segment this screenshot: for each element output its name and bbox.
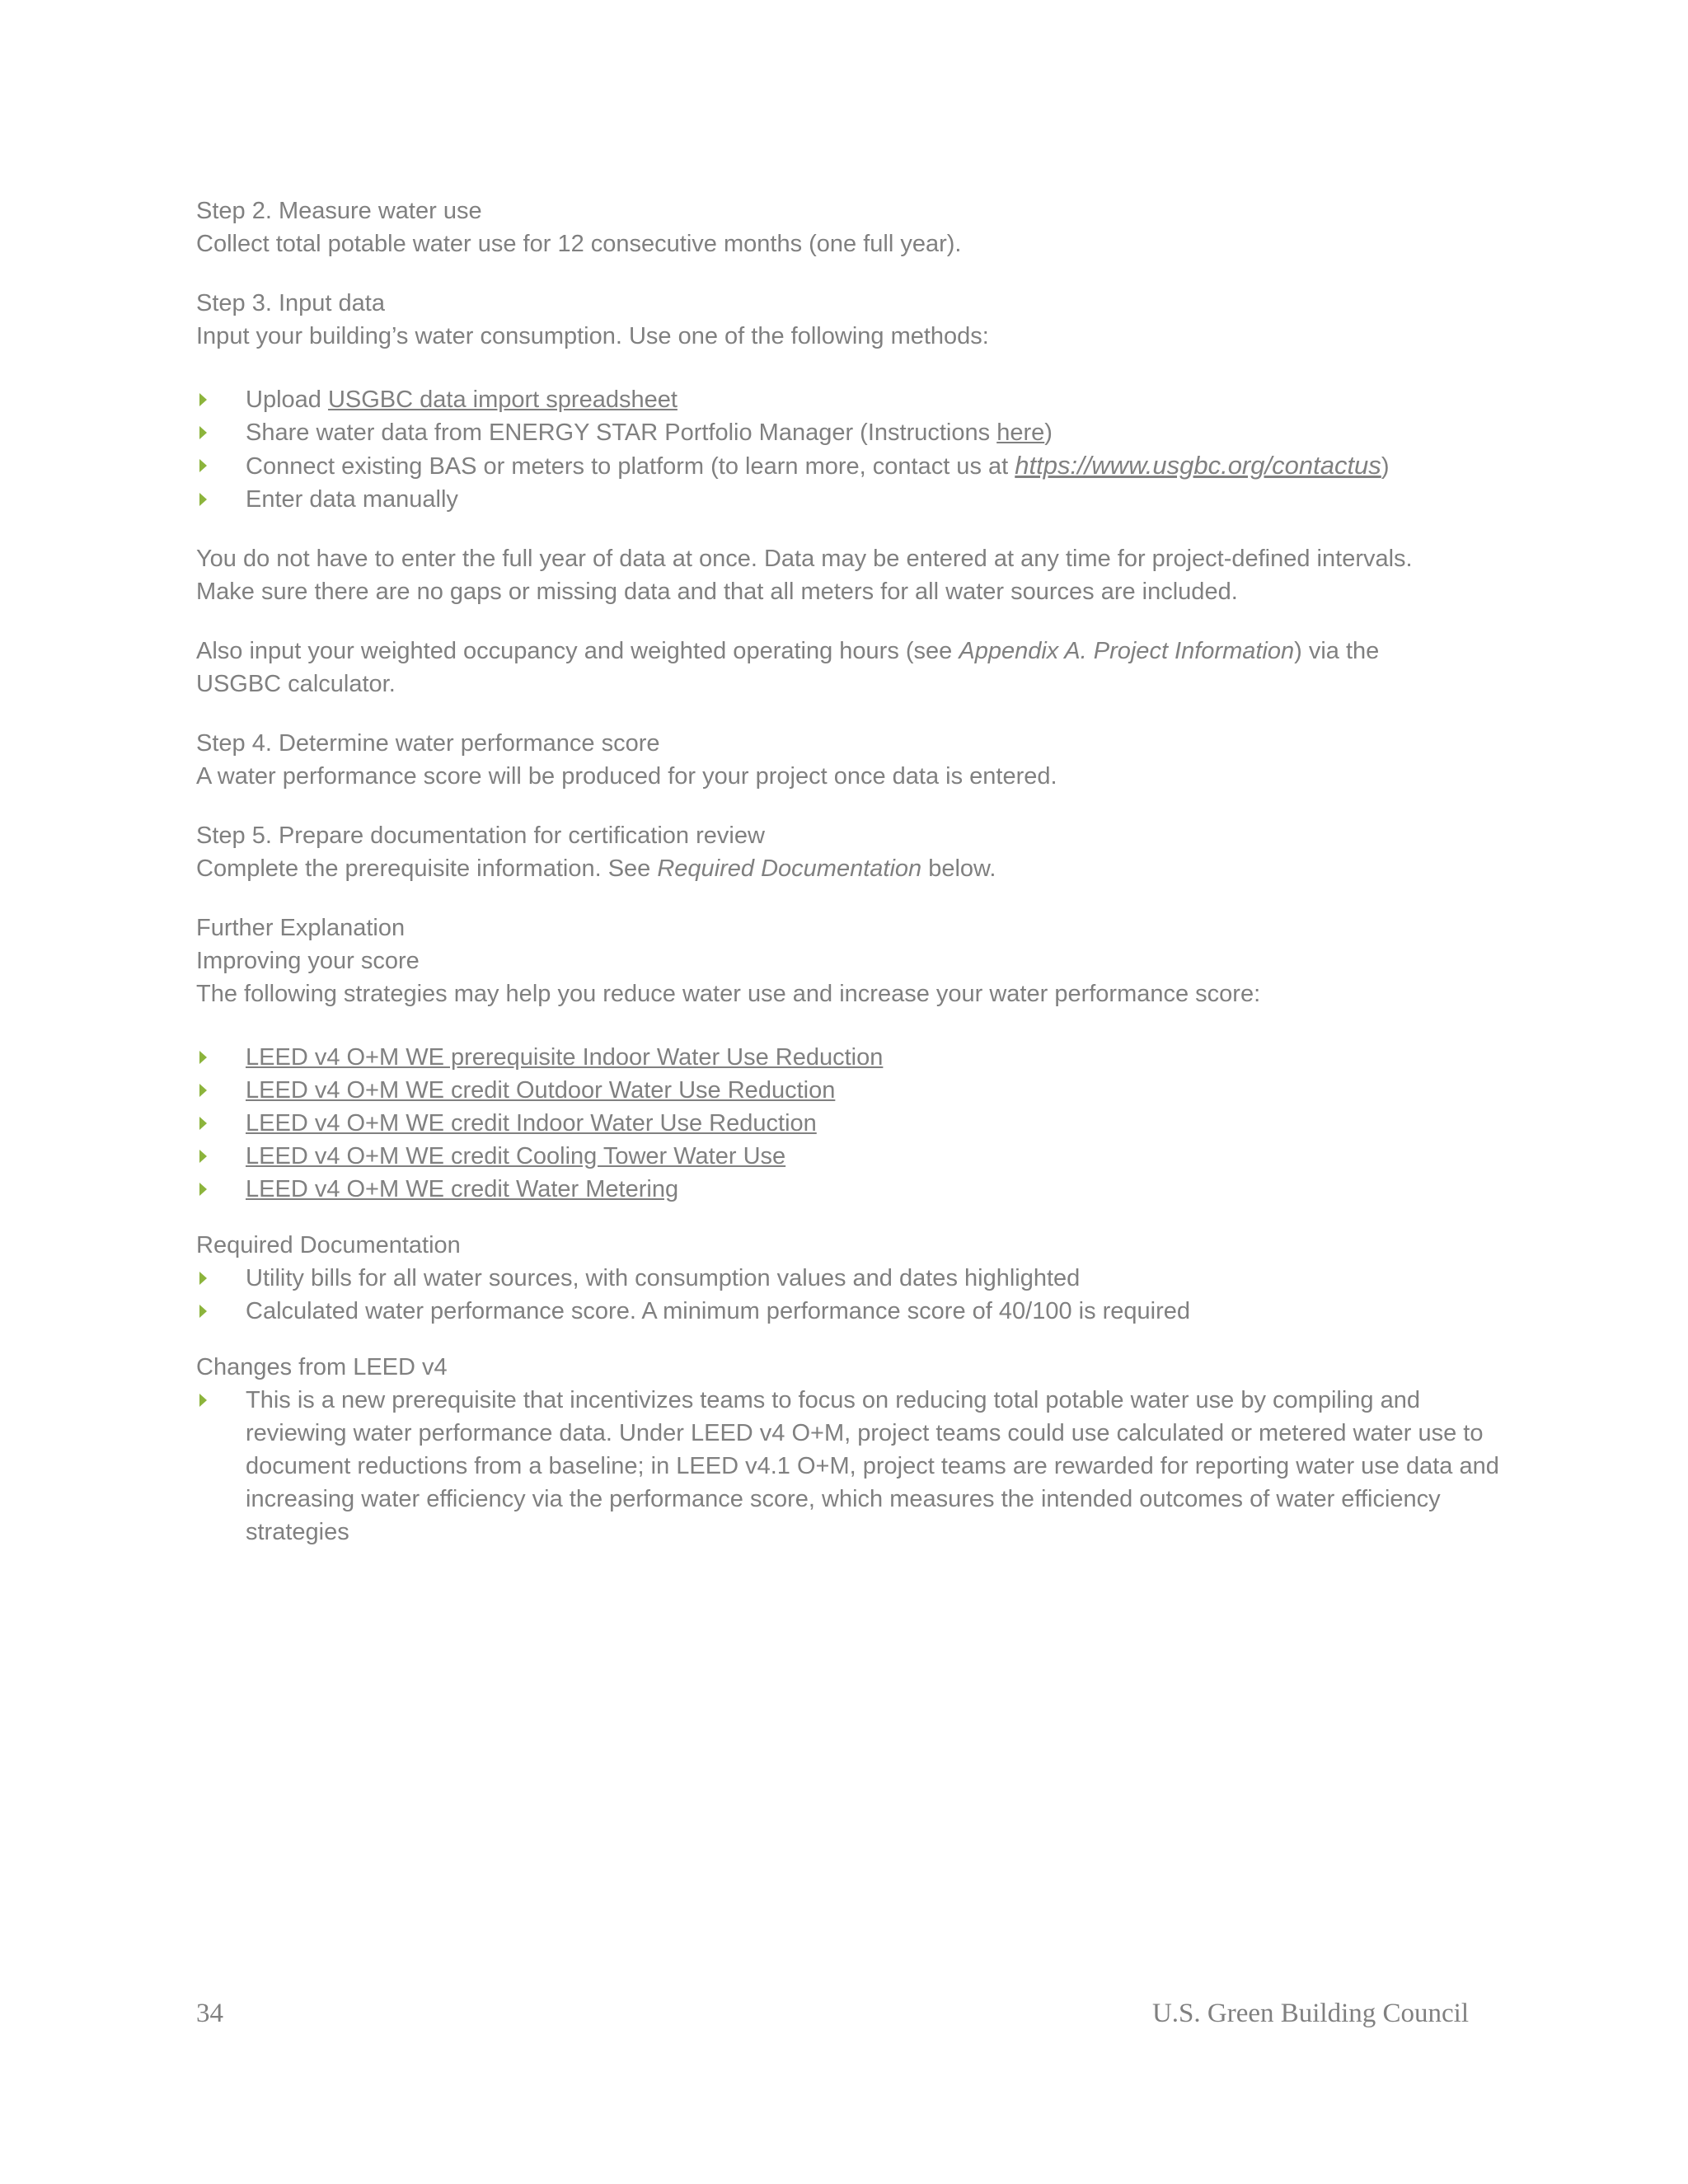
strategy-links-list [196, 1041, 1498, 1206]
page-content [196, 194, 1498, 1549]
strategy-link[interactable]: LEED v4 O+M WE credit Cooling Tower Water Use [246, 1143, 786, 1169]
list-item: Share water data from ENERGY STAR Portfolio Manager (Instructions here) [196, 416, 1498, 449]
step3-intro: Input your building’s water consumption. Use one of the following methods: [196, 323, 989, 349]
further-intro: The following strategies may help you reduce water use and increase your water performance score: [196, 981, 1261, 1007]
instructions-here-link[interactable]: here [996, 419, 1045, 446]
bullet-arrow-icon [199, 426, 207, 439]
bullet-arrow-icon [199, 493, 207, 506]
step2-heading: Step 2. Measure water use [196, 198, 482, 224]
changes-heading: Changes from LEED v4 [196, 1354, 448, 1380]
contact-us-link[interactable]: https://www.usgbc.org/contactus [1015, 451, 1381, 480]
further-explanation-section [196, 912, 1498, 1206]
bullet-arrow-icon [199, 1117, 207, 1130]
changes-list [196, 1384, 1498, 1549]
list-item: Utility bills for all water sources, with consumption values and dates highlighted [196, 1262, 1498, 1295]
bullet-arrow-icon [199, 1084, 207, 1097]
list-item: Connect existing BAS or meters to platform (to learn more, contact us at https://www.usgbc.org/contactus) [196, 449, 1498, 483]
further-heading: Further Explanation [196, 915, 406, 941]
step3-paragraph-2: Also input your weighted occupancy and weighted operating hours (see Appendix A. Project Information) via the USGBC calculator. [196, 638, 1380, 697]
required-docs-list [196, 1262, 1498, 1328]
step5-heading: Step 5. Prepare documentation for certification review [196, 823, 765, 849]
list-item: Calculated water performance score. A minimum performance score of 40/100 is required [196, 1295, 1498, 1328]
list-item [196, 1041, 1498, 1074]
step4-heading: Step 4. Determine water performance score [196, 730, 660, 757]
bullet-arrow-icon [199, 1394, 207, 1407]
bullet-arrow-icon [199, 459, 207, 472]
further-subheading: Improving your score [196, 948, 420, 974]
step2-text: Collect total potable water use for 12 consecutive months (one full year). [196, 231, 962, 257]
list-item [196, 1074, 1498, 1107]
required-docs-heading: Required Documentation [196, 1232, 461, 1258]
list-item: Upload USGBC data import spreadsheet [196, 383, 1498, 416]
step3-heading: Step 3. Input data [196, 290, 385, 316]
bullet-arrow-icon [199, 1272, 207, 1285]
step4-text: A water performance score will be produced for your project once data is entered. [196, 763, 1057, 790]
step4-section [196, 727, 1498, 793]
bullet-arrow-icon [199, 1183, 207, 1196]
step3-paragraph-1: You do not have to enter the full year of data at once. Data may be entered at any time for project-defined intervals. Make sure there are no gaps or missing data and that all meters for all water sources are included. [196, 546, 1413, 605]
list-item: Enter data manually [196, 483, 1498, 516]
changes-section [196, 1351, 1498, 1549]
input-methods-list [196, 383, 1498, 516]
required-documentation-section [196, 1229, 1498, 1328]
strategy-link[interactable]: LEED v4 O+M WE credit Water Metering [246, 1176, 679, 1202]
bullet-arrow-icon [199, 393, 207, 406]
strategy-link[interactable]: LEED v4 O+M WE credit Outdoor Water Use Reduction [246, 1077, 836, 1104]
step3-section [196, 287, 1498, 701]
strategy-link[interactable]: LEED v4 O+M WE credit Indoor Water Use Reduction [246, 1110, 817, 1137]
bullet-arrow-icon [199, 1150, 207, 1163]
usgbc-spreadsheet-link[interactable]: USGBC data import spreadsheet [327, 387, 678, 413]
strategy-link[interactable]: LEED v4 O+M WE prerequisite Indoor Water Use Reduction [246, 1044, 884, 1071]
step5-section [196, 819, 1498, 885]
list-item [196, 1173, 1498, 1206]
footer-organization: U.S. Green Building Council [1151, 1999, 1469, 2028]
list-item: This is a new prerequisite that incentivizes teams to focus on reducing total potable water use by compiling and reviewing water performance data. Under LEED v4 O+M, project teams could use calculated or metered water use to document reductions from a baseline; in LEED v4.1 O+M, project teams are rewarded for reporting water use data and increasing water efficiency via the performance score, which measures the intended outcomes of water efficiency strategies [196, 1384, 1515, 1549]
bullet-arrow-icon [199, 1051, 207, 1064]
bullet-arrow-icon [199, 1305, 207, 1318]
list-item [196, 1140, 1498, 1173]
list-item [196, 1107, 1498, 1140]
step5-text: Complete the prerequisite information. See Required Documentation below. [196, 855, 996, 882]
page-number: 34 [196, 1999, 223, 2028]
step2-section [196, 194, 1498, 260]
